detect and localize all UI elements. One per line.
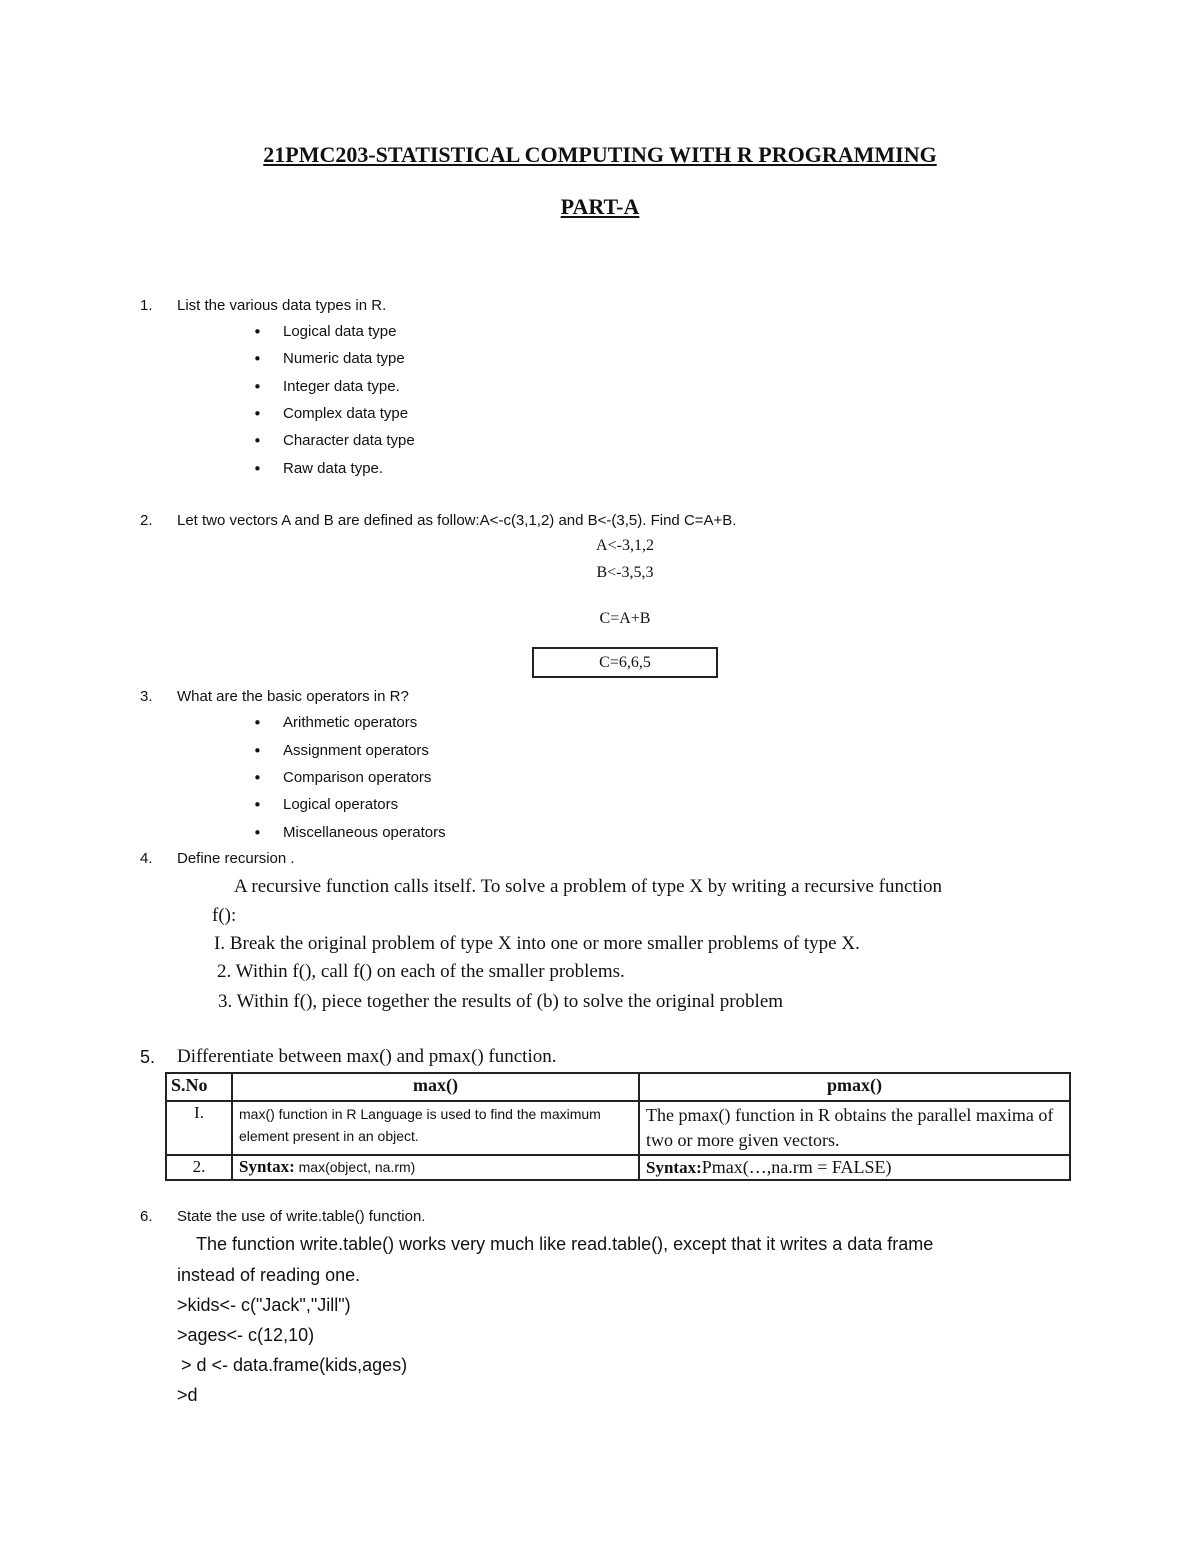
vector-a-line: A<-3,1,2 xyxy=(596,537,654,554)
question-number: 3. xyxy=(140,688,153,705)
syntax-label: Syntax: xyxy=(239,1157,295,1176)
recursion-step: 2. Within f(), call f() on each of the smaller problems. xyxy=(217,961,625,982)
recursion-step: 3. Within f(), piece together the results of (b) to solve the original problem xyxy=(218,991,784,1012)
question-number: 4. xyxy=(140,850,153,867)
max-syntax-value: max(object, na.rm) xyxy=(294,1159,416,1175)
section-heading: PART-A xyxy=(560,194,640,219)
table-row xyxy=(166,1101,1070,1155)
explanation-line: instead of reading one. xyxy=(177,1265,361,1285)
bullet-icon: • xyxy=(253,378,262,396)
column-header-sno: S.No xyxy=(166,1073,232,1101)
question-text: Let two vectors A and B are defined as follow:A<-c(3,1,2) and B<-(3,5). Find C=A+B. xyxy=(177,512,737,529)
bullet-icon: • xyxy=(253,796,262,814)
bullet-icon: • xyxy=(253,742,262,760)
list-item: Complex data type xyxy=(283,405,409,422)
definition-line: A recursive function calls itself. To solve a problem of type X by writing a recursive function xyxy=(234,876,942,897)
bullet-icon: • xyxy=(253,350,262,368)
list-item: Integer data type. xyxy=(283,378,400,395)
list-item: Numeric data type xyxy=(283,350,405,367)
pmax-description-cell: The pmax() function in R obtains the parallel maxima of two or more given vectors. xyxy=(639,1101,1070,1155)
max-syntax-cell xyxy=(232,1155,639,1180)
serial-number-cell: 2. xyxy=(166,1155,232,1180)
question-text: Differentiate between max() and pmax() function. xyxy=(177,1046,557,1067)
answer-box: C=6,6,5 xyxy=(532,647,718,678)
code-line: >kids<- c("Jack","Jill") xyxy=(177,1295,351,1315)
vector-b-line: B<-3,5,3 xyxy=(596,564,654,581)
code-line: >ages<- c(12,10) xyxy=(177,1325,315,1345)
code-line: > d <- data.frame(kids,ages) xyxy=(181,1355,408,1375)
bullet-icon: • xyxy=(253,824,262,842)
question-text: State the use of write.table() function. xyxy=(177,1208,426,1225)
question-number: 5. xyxy=(140,1047,156,1067)
question-text: List the various data types in R. xyxy=(177,297,387,314)
comparison-table xyxy=(165,1072,1071,1181)
list-item: Logical data type xyxy=(283,323,397,340)
pmax-syntax-cell xyxy=(639,1155,1070,1180)
max-description-cell: max() function in R Language is used to find the maximum element present in an object. xyxy=(232,1101,639,1155)
definition-line: f(): xyxy=(212,905,237,926)
recursion-step: I. Break the original problem of type X into one or more smaller problems of type X. xyxy=(214,933,860,954)
bullet-icon: • xyxy=(253,460,262,478)
bullet-icon: • xyxy=(253,769,262,787)
question-number: 2. xyxy=(140,512,153,529)
bullet-icon: • xyxy=(253,714,262,732)
bullet-icon: • xyxy=(253,432,262,450)
list-item: Character data type xyxy=(283,432,415,449)
question-text: What are the basic operators in R? xyxy=(177,688,409,705)
code-line: >d xyxy=(177,1385,198,1405)
question-text: Define recursion . xyxy=(177,850,295,867)
list-item: Raw data type. xyxy=(283,460,384,477)
question-number: 1. xyxy=(140,297,153,314)
serial-number-cell: I. xyxy=(166,1101,232,1155)
list-item: Assignment operators xyxy=(283,742,429,759)
list-item: Logical operators xyxy=(283,796,399,813)
table-header-row xyxy=(166,1073,1070,1101)
question-number: 6. xyxy=(140,1208,153,1225)
column-header-max: max() xyxy=(232,1073,639,1101)
list-item: Comparison operators xyxy=(283,769,432,786)
bullet-icon: • xyxy=(253,323,262,341)
bullet-icon: • xyxy=(253,405,262,423)
list-item: Arithmetic operators xyxy=(283,714,418,731)
pmax-syntax-value: Pmax(…,na.rm = FALSE) xyxy=(701,1157,892,1177)
formula-line: C=A+B xyxy=(599,610,651,627)
column-header-pmax: pmax() xyxy=(639,1073,1070,1101)
syntax-label: Syntax: xyxy=(646,1158,702,1177)
document-title: 21PMC203-STATISTICAL COMPUTING WITH R PROGRAMMING xyxy=(263,142,937,167)
list-item: Miscellaneous operators xyxy=(283,824,446,841)
table-row xyxy=(166,1155,1070,1180)
explanation-line: The function write.table() works very much like read.table(), except that it writes a data frame xyxy=(196,1234,934,1254)
